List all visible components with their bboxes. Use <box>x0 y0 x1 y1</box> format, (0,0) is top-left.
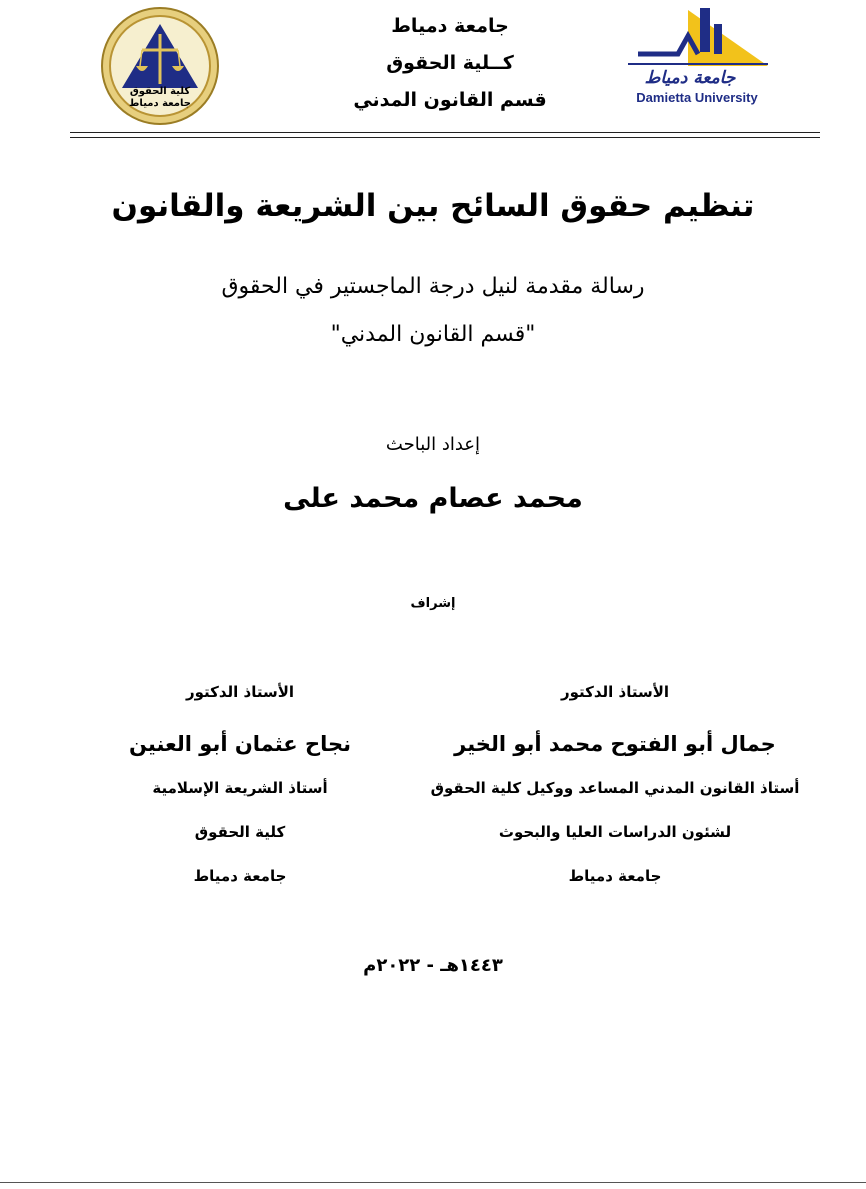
seal-text-top: كلية الحقوق <box>129 86 191 97</box>
supervisor-title: الأستاذ الدكتور <box>560 683 670 701</box>
prepared-by-label: إعداد الباحث <box>385 434 481 455</box>
faculty-seal-text <box>100 86 220 110</box>
faculty-seal-logo <box>100 6 220 126</box>
supervisor-university: جامعة دمياط <box>193 867 287 885</box>
supervisor-position-detail: لشئون الدراسات العليا والبحوث <box>498 823 732 841</box>
supervisor-faculty: كلية الحقوق <box>194 823 286 841</box>
thesis-date: ١٤٤٣هـ - ٢٠٢٢م <box>363 955 503 976</box>
supervisor-name: جمال أبو الفتوح محمد أبو الخير <box>454 732 776 756</box>
supervisor-secondary <box>110 680 370 906</box>
page-bottom-edge <box>0 1182 866 1183</box>
supervisor-university: جامعة دمياط <box>568 867 662 885</box>
university-name: جامعة دمياط <box>391 15 509 37</box>
header-divider <box>70 132 820 138</box>
institution-header <box>300 8 600 119</box>
supervision-label: إشراف <box>410 596 456 611</box>
faculty-name: كــلية الحقوق <box>386 52 514 74</box>
university-logo-english: Damietta University <box>636 90 758 105</box>
thesis-subtitle: رسالة مقدمة لنيل درجة الماجستير في الحقوق <box>221 274 645 299</box>
seal-text-bottom: جامعة دمياط <box>129 98 191 109</box>
thesis-title: تنظيم حقوق السائح بين الشريعة والقانون <box>111 188 755 224</box>
thesis-department: "قسم القانون المدني" <box>330 322 536 347</box>
researcher-name: محمد عصام محمد على <box>283 483 583 514</box>
supervisor-position: أستاذ الشريعة الإسلامية <box>152 779 328 797</box>
supervisor-primary <box>430 680 800 906</box>
supervisor-title: الأستاذ الدكتور <box>185 683 295 701</box>
supervisor-position: أستاذ القانون المدني المساعد ووكيل كلية الحقوق <box>430 779 800 797</box>
university-logo-arabic: جامعة دمياط <box>644 68 736 88</box>
department-name: قسم القانون المدني <box>353 89 547 111</box>
supervisor-name: نجاح عثمان أبو العنين <box>128 732 351 756</box>
